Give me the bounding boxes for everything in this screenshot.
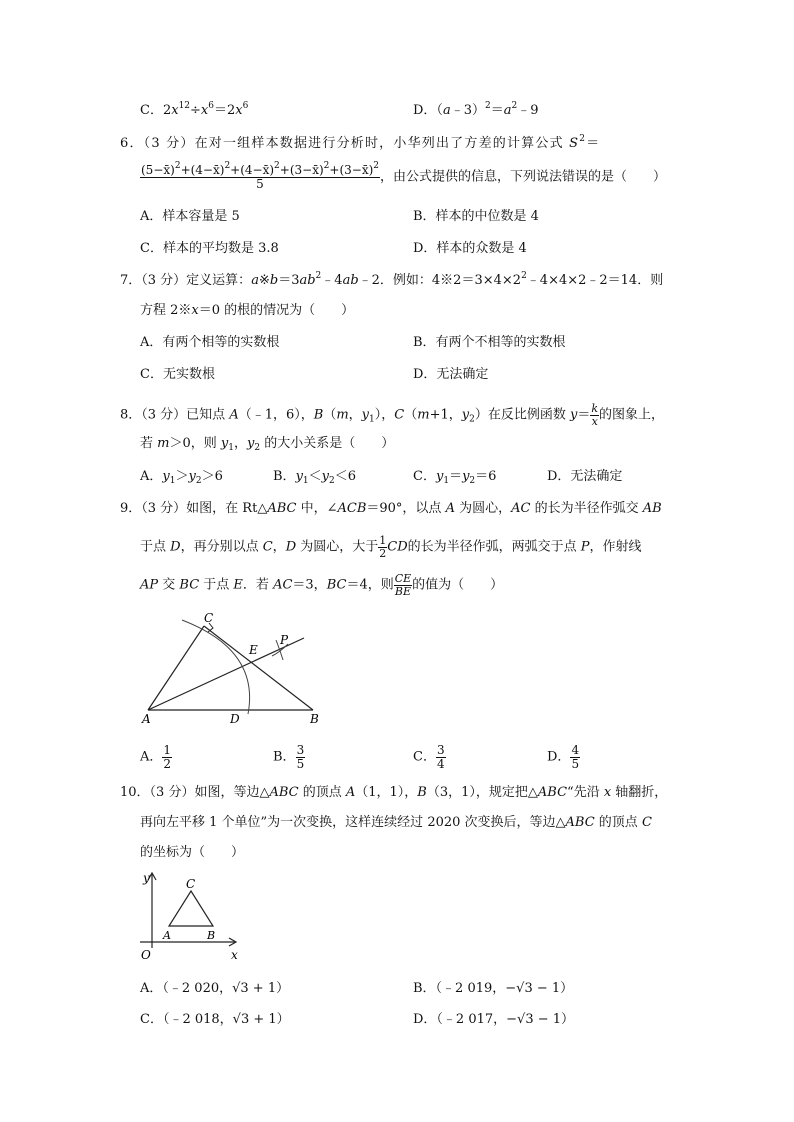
equilateral-triangle (169, 891, 213, 926)
q10-stem-line2: 再向左平移 1 个单位”为一次变换，这样连续经过 2020 次变换后，等边△ABC 的顶点 C (140, 815, 652, 830)
q10-option-b: B．（﹣2 019，−√3 − 1） (413, 981, 574, 996)
q10-option-a: A．（﹣2 020，√3 + 1） (140, 981, 290, 996)
q8-option-d: D．无法确定 (547, 469, 623, 484)
q6-variance-formula: $\frac{(5-x̄)^2+(4-x̄)^2+(4-x̄)^2+(3-x̄)^2+(3-x̄)^2}{5}$ (141, 161, 379, 191)
q10-option-d: D．（﹣2 017，−√3 − 1） (413, 1012, 575, 1027)
arc-center-a (182, 620, 250, 714)
q8-option-a: A．$y_1>y_2>6$ (140, 469, 223, 486)
q7-option-c: C．无实数根 (140, 367, 215, 382)
q7-option-b: B．有两个不相等的实数根 (413, 335, 566, 350)
q6-stem-line1: 6．（3 分）在对一组样本数据进行分析时，小华列出了方差的计算公式 $S^2=$ (120, 134, 601, 151)
label-o: O (141, 948, 151, 962)
q6-option-c: C．样本的平均数是 3.8 (140, 241, 279, 256)
q6-stem-line2: $\frac{(5-x̄)^2+(4-x̄)^2+(4-x̄)^2+(3-x̄)^2+(3-x̄)^2}{5}$ ，由公式提供的信息，下列说法错误的是（ ） (141, 161, 667, 191)
label-d: D (230, 712, 240, 726)
q7-stem-line1: 7．（3 分）定义运算：$a※b=3ab^2﹣4ab﹣2$．例如：$4※2=3\times 4\times 2^2﹣4\times 4\times 2﹣2=14$．则 (120, 271, 664, 288)
q5-option-c: C．$2x^{12}\div x^6=2x^6$ (140, 101, 249, 118)
q9-stem-line2: 于点 D，再分别以点 C，D 为圆心，大于 $\frac{1}{2}$ CD的长为半径作弧，两弧交于点 P，作射线 (140, 534, 642, 560)
q6-option-a: A．样本容量是 5 (140, 209, 240, 224)
q8-option-c: C．$y_1=y_2=6$ (413, 469, 497, 486)
label-c: C (204, 611, 214, 625)
q9-option-b: B． $\frac{3}{5}$ (273, 743, 305, 771)
label-a: A (142, 712, 151, 726)
q7-option-a: A．有两个相等的实数根 (140, 335, 280, 350)
label-x: x (231, 948, 238, 962)
q10-option-c: C．（﹣2 018，√3 + 1） (140, 1012, 290, 1027)
label-b: B (207, 929, 216, 942)
label-b: B (310, 712, 319, 726)
q8-stem-line2: 若 m＞0，则 $y_1$，$y_2$ 的大小关系是（ ） (140, 436, 395, 453)
q7-stem-line2: 方程 2※x＝0 的根的情况为（ ） (140, 303, 355, 318)
q8-stem-line1: 8．（3 分）已知点 A（﹣1，6），B（m，$y_1$），C（m+1，$y_2$）在反比例函数 y＝ $\frac{k}{x}$ 的图象上， (120, 402, 665, 428)
label-y: y (143, 871, 150, 885)
q9-option-d: D． $\frac{4}{5}$ (547, 743, 580, 771)
q10-stem-line3: 的坐标为（ ） (140, 845, 245, 860)
q9-option-c: C． $\frac{3}{4}$ (413, 743, 445, 771)
q9-stem-line1: 9．（3 分）如图，在 Rt△ABC 中，∠ACB＝90°，以点 A 为圆心，AC 的长为半径作弧交 AB (120, 501, 662, 516)
q6-option-d: D．样本的众数是 4 (413, 241, 527, 256)
q9-diagram (138, 610, 338, 730)
label-a: A (163, 929, 171, 942)
q9-stem-line3: AP 交 BC 于点 E．若 AC＝3，BC＝4，则 $\frac{CE}{BE}$ 的值为（ ） (140, 572, 504, 598)
label-c: C (186, 877, 196, 891)
q6-option-b: B．样本的中位数是 4 (413, 209, 539, 224)
q7-option-d: D．无法确定 (413, 367, 489, 382)
q10-diagram (135, 866, 245, 966)
q10-stem-line1: 10．（3 分）如图，等边△ABC 的顶点 A（1，1），B（3，1），规定把△ABC“先沿 x 轴翻折， (120, 785, 668, 800)
q8-option-b: B．$y_1<y_2<6$ (273, 469, 357, 486)
segment-bc (204, 626, 313, 710)
label-p: P (280, 633, 289, 647)
q9-option-a: A． $\frac{1}{2}$ (140, 743, 172, 771)
q5-option-d: D．$(a﹣3)^2=a^2﹣9$ (413, 101, 539, 118)
label-e: E (249, 643, 258, 657)
